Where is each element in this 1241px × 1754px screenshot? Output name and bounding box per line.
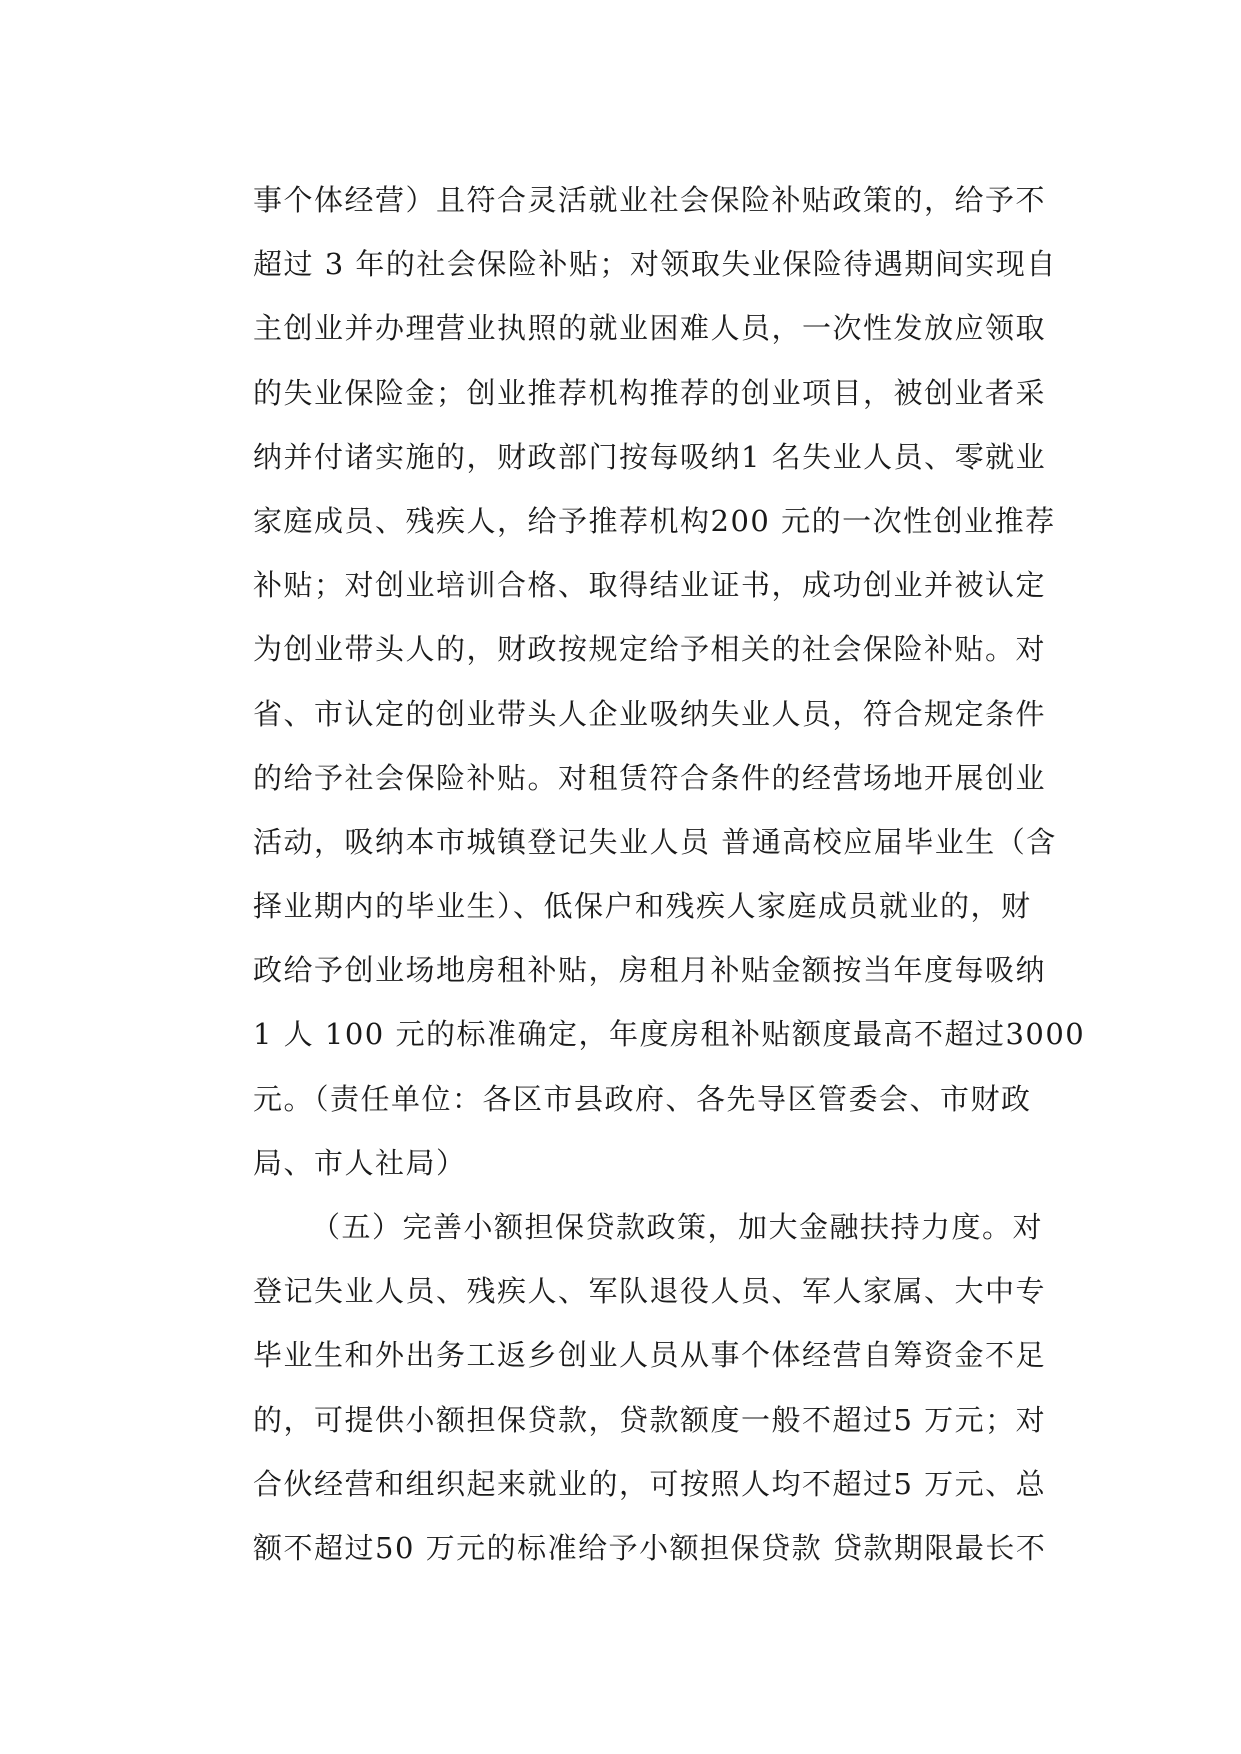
text-line: 的，可提供小额担保贷款，贷款额度一般不超过5 万元；对 <box>253 1402 1047 1437</box>
text-line: 省、市认定的创业带头人企业吸纳失业人员，符合规定条件 <box>253 696 1047 731</box>
text-line: 为创业带头人的，财政按规定给予相关的社会保险补贴。对 <box>253 632 1047 667</box>
text-line: 活动，吸纳本市城镇登记失业人员 普通高校应届毕业生（含 <box>253 824 1057 859</box>
text-line: 的失业保险金；创业推荐机构推荐的创业项目，被创业者采 <box>253 375 1047 410</box>
text-line: 的给予社会保险补贴。对租赁符合条件的经营场地开展创业 <box>253 760 1047 795</box>
text-line: 事个体经营）且符合灵活就业社会保险补贴政策的，给予不 <box>253 183 1047 217</box>
text-line: 局、市人社局） <box>253 1145 467 1180</box>
body-text <box>253 168 1086 1580</box>
text-line: 政给予创业场地房租补贴，房租月补贴金额按当年度每吸纳 <box>253 953 1047 988</box>
text-line: 合伙经营和组织起来就业的，可按照人均不超过5 万元、总 <box>253 1466 1047 1501</box>
text-line: 超过 3 年的社会保险补贴；对领取失业保险待遇期间实现自 <box>253 247 1057 282</box>
text-line: 主创业并办理营业执照的就业困难人员，一次性发放应领取 <box>253 311 1047 346</box>
text-line: 择业期内的毕业生）、低保户和残疾人家庭成员就业的，财 <box>253 889 1032 924</box>
section-heading-line: （五）完善小额担保贷款政策，加大金融扶持力度。对 <box>311 1210 1044 1244</box>
text-line: 元。（责任单位：各区市县政府、各先导区管委会、市财政 <box>253 1081 1032 1116</box>
text-line: 1 人 100 元的标准确定，年度房租补贴额度最高不超过3000 <box>253 1017 1086 1052</box>
text-line: 额不超过50 万元的标准给予小额担保贷款 贷款期限最长不 <box>253 1530 1047 1565</box>
text-line: 毕业生和外出务工返乡创业人员从事个体经营自筹资金不足 <box>253 1338 1047 1373</box>
text-line: 家庭成员、残疾人，给予推荐机构200 元的一次性创业推荐 <box>253 503 1056 538</box>
text-line: 纳并付诸实施的，财政部门按每吸纳1 名失业人员、零就业 <box>253 439 1047 474</box>
text-line: 补贴；对创业培训合格、取得结业证书，成功创业并被认定 <box>253 568 1047 603</box>
text-line: 登记失业人员、残疾人、军队退役人员、军人家属、大中专 <box>253 1274 1047 1309</box>
